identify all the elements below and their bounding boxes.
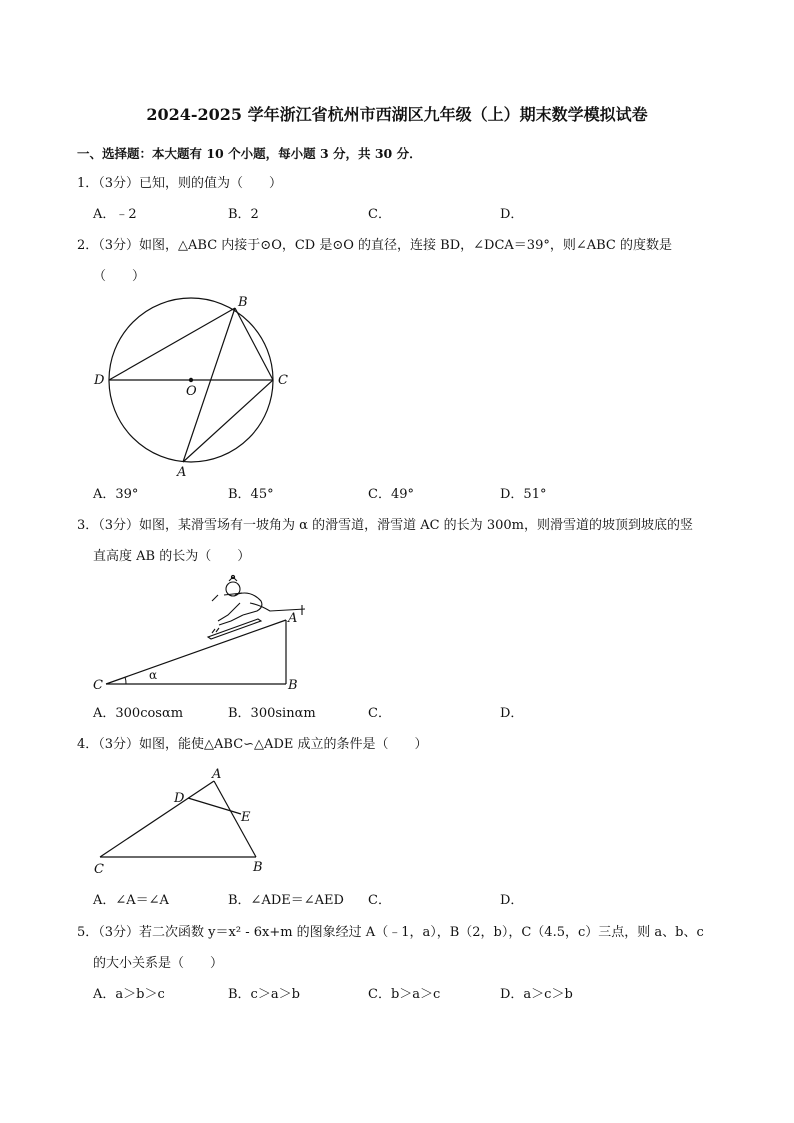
- question-2-stem: 2．（3分）如图，△ABC 内接于⊙O，CD 是⊙O 的直径，连接 BD，∠DCA＝39°，则∠ABC 的度数是: [77, 238, 672, 253]
- segment-db: [109, 308, 235, 380]
- q3-option-d: D．: [500, 706, 524, 721]
- label-alpha: α: [149, 668, 158, 682]
- q3-option-a: A．300cosαm: [93, 706, 184, 721]
- question-4-stem: 4．（3分）如图，能使△ABC∽△ADE 成立的条件是（ ）: [77, 737, 428, 752]
- label-c: C: [278, 373, 288, 388]
- label-d: D: [174, 791, 185, 806]
- slope-ca: [106, 620, 286, 684]
- q4-option-d: D．: [500, 893, 524, 908]
- label-o: O: [186, 384, 197, 399]
- q1-option-a: A．﹣2: [93, 207, 137, 222]
- q2-circle-figure: [80, 290, 310, 485]
- label-c: C: [93, 678, 103, 693]
- q2-option-c: C．49°: [368, 487, 414, 502]
- q3-ski-slope-figure: [90, 575, 320, 695]
- q1-option-d: D．: [500, 207, 524, 222]
- label-a: A: [212, 767, 222, 782]
- label-a: A: [177, 465, 187, 480]
- q4-option-c: C．: [368, 893, 391, 908]
- q2-option-a: A．39°: [93, 487, 139, 502]
- question-2-stem-cont: （ ）: [93, 269, 146, 284]
- q5-option-a: A．a＞b＞c: [93, 987, 165, 1002]
- label-b: B: [288, 678, 298, 693]
- q4-option-b: B．∠ADE＝∠AED: [228, 893, 344, 908]
- q3-option-b: B．300sinαm: [228, 706, 316, 721]
- skier-icon: [208, 575, 305, 639]
- side-ac: [100, 781, 214, 857]
- q5-option-b: B．c＞a＞b: [228, 987, 300, 1002]
- q4-option-a: A．∠A＝∠A: [93, 893, 169, 908]
- q1-option-c: C．: [368, 207, 391, 222]
- label-e: E: [241, 810, 251, 825]
- question-3-stem: 3．（3分）如图，某滑雪场有一坡角为 α 的滑雪道，滑雪道 AC 的长为 300m，则滑雪道的坡顶到坡底的竖: [77, 518, 693, 533]
- segment-bc: [235, 308, 273, 380]
- label-b: B: [253, 860, 263, 875]
- q2-option-b: B．45°: [228, 487, 274, 502]
- q1-option-b: B．2: [228, 207, 259, 222]
- question-5-stem-cont: 的大小关系是（ ）: [93, 956, 224, 971]
- label-b: B: [238, 295, 248, 310]
- q3-option-c: C．: [368, 706, 391, 721]
- angle-alpha-arc: [125, 677, 126, 684]
- question-3-stem-cont: 直高度 AB 的长为（ ）: [93, 549, 251, 564]
- q2-option-d: D．51°: [500, 487, 547, 502]
- q5-option-d: D．a＞c＞b: [500, 987, 573, 1002]
- page-title: 2024-2025 学年浙江省杭州市西湖区九年级（上）期末数学模拟试卷: [146, 105, 648, 124]
- label-c: C: [94, 862, 104, 877]
- segment-de: [188, 798, 241, 814]
- center-point: [189, 378, 193, 382]
- question-1-stem: 1．（3分）已知，则的值为（ ）: [77, 176, 283, 191]
- section-heading: 一、选择题：本大题有 10 个小题，每小题 3 分，共 30 分．: [77, 146, 422, 161]
- label-a: A: [288, 611, 298, 626]
- q4-triangle-figure: [88, 762, 278, 882]
- label-d: D: [94, 373, 105, 388]
- question-5-stem: 5．（3分）若二次函数 y＝x² - 6x+m 的图象经过 A（﹣1，a），B（2，b），C（4.5，c）三点，则 a、b、c: [77, 925, 704, 940]
- q5-option-c: C．b＞a＞c: [368, 987, 441, 1002]
